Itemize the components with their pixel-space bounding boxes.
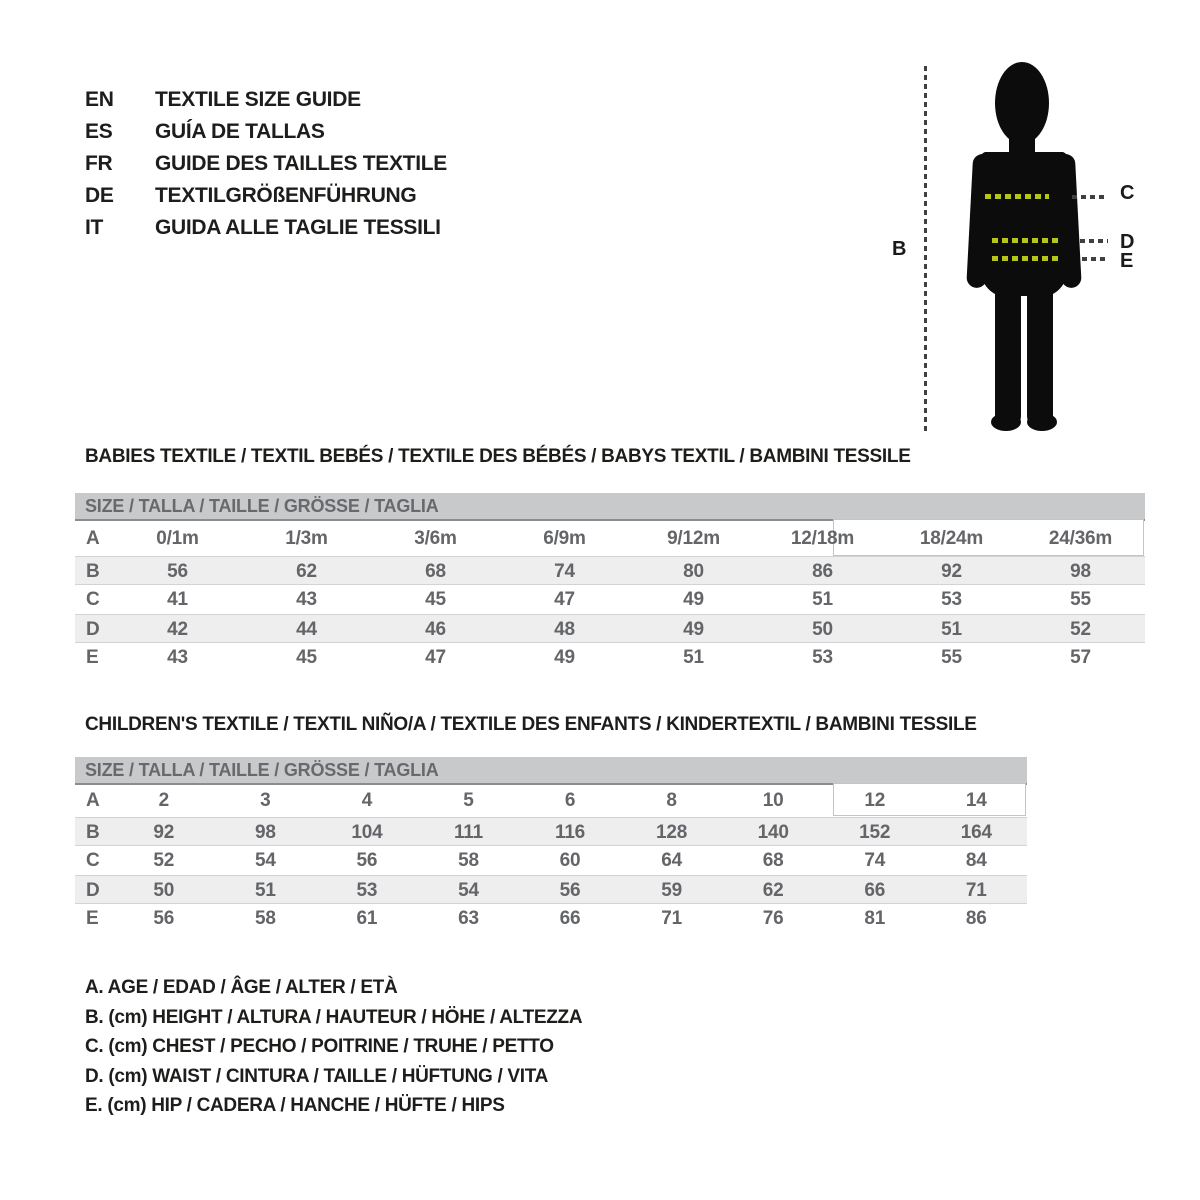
table-cell: 49 xyxy=(554,647,575,668)
row-label: A xyxy=(86,528,100,549)
table-cell: 51 xyxy=(812,589,833,610)
table-cell: 43 xyxy=(167,647,188,668)
table-cell: 56 xyxy=(167,561,188,582)
table-cell: 56 xyxy=(153,908,175,929)
lang-code: IT xyxy=(85,216,104,239)
table-cell: 60 xyxy=(559,850,581,871)
legend-waist: D. (cm) WAIST / CINTURA / TAILLE / HÜFTUNG / VITA xyxy=(85,1065,549,1087)
table-cell: 55 xyxy=(1070,589,1091,610)
table-row-D xyxy=(75,875,1027,904)
table-cell: 92 xyxy=(153,822,175,843)
lang-row-fr xyxy=(85,148,447,180)
lang-row-en xyxy=(85,84,447,116)
table-cell: 12 xyxy=(864,790,886,811)
lang-code: FR xyxy=(85,152,113,175)
lang-row-de xyxy=(85,180,447,212)
table-cell: 46 xyxy=(425,619,446,640)
table-cell: 64 xyxy=(661,850,682,871)
table-cell: 66 xyxy=(864,880,886,901)
table-cell: 12/18m xyxy=(790,528,855,549)
lang-code: DE xyxy=(85,184,114,207)
table-cell: 0/1m xyxy=(156,528,199,549)
table-row-B xyxy=(75,556,1145,585)
table-cell: 58 xyxy=(254,908,276,929)
table-body xyxy=(75,521,1145,672)
legend-height: B. (cm) HEIGHT / ALTURA / HAUTEUR / HÖHE / ALTEZZA xyxy=(85,1006,583,1028)
table-cell: 47 xyxy=(425,647,446,668)
table-cell: 74 xyxy=(554,561,575,582)
table-cell: 3 xyxy=(260,790,271,811)
table-cell: 51 xyxy=(941,619,962,640)
table-row-B xyxy=(75,817,1027,846)
table-cell: 56 xyxy=(356,850,378,871)
children-section-title: CHILDREN'S TEXTILE / TEXTIL NIÑO/A / TEXTILE DES ENFANTS / KINDERTEXTIL / BAMBINI TESSILE xyxy=(85,714,977,735)
table-cell: 50 xyxy=(153,880,175,901)
row-label: C xyxy=(86,589,100,610)
table-cell: 111 xyxy=(453,822,483,843)
table-cell: 55 xyxy=(941,647,962,668)
row-label: D xyxy=(86,880,100,901)
table-cell: 152 xyxy=(859,822,891,843)
legend-chest: C. (cm) CHEST / PECHO / POITRINE / TRUHE / PETTO xyxy=(85,1036,554,1057)
table-cell: 57 xyxy=(1070,647,1091,668)
table-cell: 52 xyxy=(1070,619,1091,640)
language-guide xyxy=(85,84,447,244)
table-cell: 49 xyxy=(683,619,704,640)
lang-title: GUIDA ALLE TAGLIE TESSILI xyxy=(155,216,441,239)
table-cell: 43 xyxy=(296,589,317,610)
table-cell: 74 xyxy=(864,850,886,871)
lang-row-es xyxy=(85,116,447,148)
table-cell: 104 xyxy=(351,822,383,843)
table-cell: 86 xyxy=(965,908,987,929)
chest-label: C xyxy=(1120,182,1135,204)
table-cell: 80 xyxy=(683,561,704,582)
row-label: E xyxy=(86,647,99,668)
table-cell: 49 xyxy=(683,589,704,610)
waist-label: D xyxy=(1120,231,1135,253)
table-cell: 9/12m xyxy=(667,528,720,549)
table-body xyxy=(75,785,1027,933)
table-cell: 62 xyxy=(762,880,784,901)
table-cell: 54 xyxy=(458,880,479,901)
table-cell: 3/6m xyxy=(414,528,457,549)
chest-measure-extension-line xyxy=(1072,195,1108,199)
table-cell: 71 xyxy=(661,908,682,929)
table-cell: 14 xyxy=(965,790,987,811)
table-row-A xyxy=(75,521,1145,556)
table-cell: 18/24m xyxy=(919,528,984,549)
measurement-legend xyxy=(85,973,582,1121)
lang-code: ES xyxy=(85,120,113,143)
table-cell: 51 xyxy=(683,647,704,668)
table-cell: 48 xyxy=(554,619,575,640)
table-cell: 128 xyxy=(656,822,688,843)
table-cell: 71 xyxy=(965,880,987,901)
lang-title: TEXTILGRÖßENFÜHRUNG xyxy=(155,184,417,207)
children-size-table xyxy=(75,757,1027,933)
child-silhouette-icon xyxy=(965,58,1095,436)
table-cell: 58 xyxy=(458,850,479,871)
hip-measure-extension-line xyxy=(1082,257,1108,261)
table-cell: 54 xyxy=(254,850,276,871)
table-cell: 44 xyxy=(296,619,317,640)
table-cell: 53 xyxy=(812,647,833,668)
table-cell: 52 xyxy=(153,850,175,871)
babies-section-title: BABIES TEXTILE / TEXTIL BEBÉS / TEXTILE DES BÉBÉS / BABYS TEXTIL / BAMBINI TESSILE xyxy=(85,446,911,467)
row-label: E xyxy=(86,908,99,929)
table-cell: 45 xyxy=(296,647,317,668)
table-cell: 4 xyxy=(361,790,373,811)
table-cell: 84 xyxy=(965,850,987,871)
table-cell: 41 xyxy=(167,589,188,610)
legend-hip: E. (cm) HIP / CADERA / HANCHE / HÜFTE / HIPS xyxy=(85,1095,505,1116)
table-cell: 63 xyxy=(458,908,479,929)
table-header: SIZE / TALLA / TAILLE / GRÖSSE / TAGLIA xyxy=(75,493,1145,521)
row-label: B xyxy=(86,822,100,843)
table-cell: 50 xyxy=(812,619,833,640)
row-label: B xyxy=(86,561,100,582)
table-cell: 2 xyxy=(158,790,169,811)
table-cell: 98 xyxy=(1070,561,1091,582)
table-cell: 92 xyxy=(941,561,962,582)
hip-measure-line xyxy=(992,256,1062,261)
height-measure-line xyxy=(924,66,927,434)
table-cell: 6/9m xyxy=(543,528,586,549)
table-header: SIZE / TALLA / TAILLE / GRÖSSE / TAGLIA xyxy=(75,757,1027,785)
child-measurement-figure xyxy=(880,50,1190,450)
lang-code: EN xyxy=(85,88,114,111)
table-cell: 24/36m xyxy=(1048,528,1113,549)
table-row-C xyxy=(75,846,1027,875)
table-row-E xyxy=(75,643,1145,672)
row-label: A xyxy=(86,790,100,811)
hip-label: E xyxy=(1120,250,1134,272)
table-cell: 140 xyxy=(757,822,789,843)
lang-row-it xyxy=(85,212,447,244)
table-cell: 8 xyxy=(666,790,677,811)
lang-title: TEXTILE SIZE GUIDE xyxy=(155,88,361,111)
table-cell: 10 xyxy=(762,790,784,811)
table-row-E xyxy=(75,904,1027,933)
table-row-D xyxy=(75,614,1145,643)
table-cell: 59 xyxy=(661,880,682,901)
table-cell: 164 xyxy=(960,822,992,843)
table-row-A xyxy=(75,785,1027,817)
table-cell: 76 xyxy=(762,908,784,929)
lang-title: GUÍA DE TALLAS xyxy=(155,120,325,143)
table-cell: 5 xyxy=(463,790,474,811)
table-cell: 86 xyxy=(812,561,833,582)
legend-age: A. AGE / EDAD / ÂGE / ALTER / ETÀ xyxy=(85,977,398,998)
waist-measure-line xyxy=(992,238,1058,243)
row-label: C xyxy=(86,850,100,871)
table-row-C xyxy=(75,585,1145,614)
table-cell: 62 xyxy=(296,561,317,582)
table-cell: 42 xyxy=(167,619,188,640)
table-cell: 116 xyxy=(555,822,586,843)
row-label: D xyxy=(86,619,100,640)
table-cell: 53 xyxy=(941,589,962,610)
table-cell: 81 xyxy=(864,908,886,929)
table-cell: 45 xyxy=(425,589,446,610)
table-cell: 56 xyxy=(559,880,581,901)
table-cell: 61 xyxy=(356,908,378,929)
babies-size-table xyxy=(75,493,1145,672)
lang-title: GUIDE DES TAILLES TEXTILE xyxy=(155,152,447,175)
table-cell: 98 xyxy=(254,822,276,843)
table-cell: 68 xyxy=(762,850,784,871)
table-cell: 68 xyxy=(425,561,446,582)
table-cell: 6 xyxy=(564,790,576,811)
table-cell: 51 xyxy=(254,880,276,901)
chest-measure-line xyxy=(985,194,1049,199)
table-cell: 53 xyxy=(356,880,378,901)
table-cell: 1/3m xyxy=(285,528,328,549)
height-label: B xyxy=(892,238,907,260)
table-cell: 66 xyxy=(559,908,581,929)
table-cell: 47 xyxy=(554,589,575,610)
waist-measure-extension-line xyxy=(1080,239,1108,243)
